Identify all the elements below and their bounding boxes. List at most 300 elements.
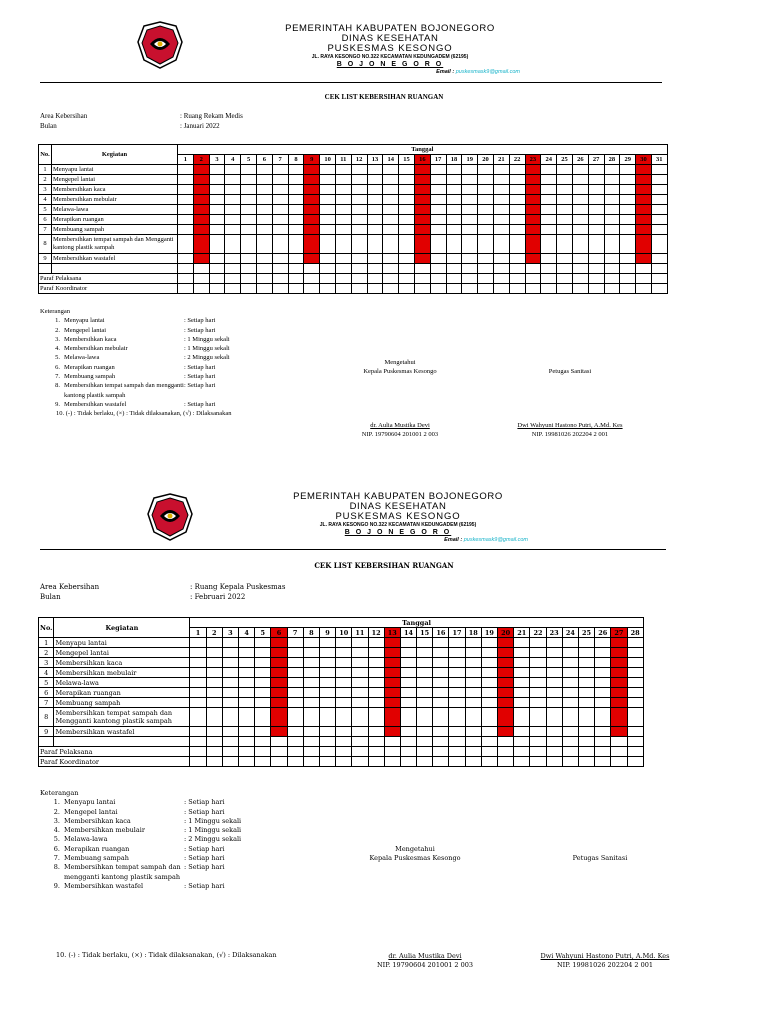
check-cell[interactable] [498,678,514,688]
paraf-cell[interactable] [239,747,255,757]
check-cell[interactable] [303,688,319,698]
check-cell[interactable] [433,668,449,678]
check-cell[interactable] [546,698,562,708]
check-cell[interactable] [190,648,206,658]
check-cell[interactable] [417,727,433,737]
check-cell[interactable] [578,638,594,648]
check-cell[interactable] [514,668,530,678]
check-cell[interactable] [433,698,449,708]
check-cell[interactable] [287,668,303,678]
check-cell[interactable] [222,668,238,678]
paraf-cell[interactable] [449,757,465,767]
paraf-cell[interactable] [368,757,384,767]
check-cell[interactable] [578,658,594,668]
paraf-cell[interactable] [206,747,222,757]
check-cell[interactable] [206,678,222,688]
check-cell[interactable] [595,648,611,658]
check-cell[interactable] [352,688,368,698]
check-cell[interactable] [465,648,481,658]
check-cell[interactable] [206,698,222,708]
paraf-cell[interactable] [449,747,465,757]
paraf-cell[interactable] [190,757,206,767]
check-cell[interactable] [498,708,514,727]
check-cell[interactable] [271,668,287,678]
check-cell[interactable] [498,698,514,708]
check-cell[interactable] [514,688,530,698]
paraf-cell[interactable] [287,747,303,757]
check-cell[interactable] [222,698,238,708]
check-cell[interactable] [222,648,238,658]
check-cell[interactable] [255,727,271,737]
paraf-cell[interactable] [222,747,238,757]
check-cell[interactable] [417,648,433,658]
check-cell[interactable] [222,638,238,648]
check-cell[interactable] [239,668,255,678]
check-cell[interactable] [578,727,594,737]
paraf-cell[interactable] [271,747,287,757]
check-cell[interactable] [319,688,335,698]
check-cell[interactable] [222,678,238,688]
check-cell[interactable] [255,698,271,708]
check-cell[interactable] [384,638,400,648]
check-cell[interactable] [578,648,594,658]
check-cell[interactable] [400,727,416,737]
paraf-cell[interactable] [303,747,319,757]
check-cell[interactable] [206,648,222,658]
check-cell[interactable] [239,678,255,688]
paraf-cell[interactable] [400,757,416,767]
paraf-cell[interactable] [562,747,578,757]
check-cell[interactable] [255,648,271,658]
paraf-cell[interactable] [222,757,238,767]
check-cell[interactable] [303,648,319,658]
check-cell[interactable] [287,698,303,708]
check-cell[interactable] [384,658,400,668]
check-cell[interactable] [417,668,433,678]
check-cell[interactable] [595,658,611,668]
check-cell[interactable] [400,708,416,727]
paraf-cell[interactable] [433,757,449,767]
paraf-cell[interactable] [384,747,400,757]
check-cell[interactable] [498,727,514,737]
check-cell[interactable] [433,727,449,737]
check-cell[interactable] [271,698,287,708]
paraf-cell[interactable] [514,747,530,757]
check-cell[interactable] [449,727,465,737]
check-cell[interactable] [336,668,352,678]
check-cell[interactable] [449,698,465,708]
check-cell[interactable] [190,678,206,688]
check-cell[interactable] [611,727,627,737]
check-cell[interactable] [595,638,611,648]
check-cell[interactable] [400,688,416,698]
check-cell[interactable] [449,708,465,727]
check-cell[interactable] [384,727,400,737]
check-cell[interactable] [498,688,514,698]
check-cell[interactable] [206,688,222,698]
check-cell[interactable] [514,648,530,658]
check-cell[interactable] [255,678,271,688]
check-cell[interactable] [384,668,400,678]
check-cell[interactable] [514,658,530,668]
check-cell[interactable] [627,658,643,668]
check-cell[interactable] [417,708,433,727]
paraf-cell[interactable] [368,747,384,757]
check-cell[interactable] [562,678,578,688]
check-cell[interactable] [352,638,368,648]
check-cell[interactable] [303,727,319,737]
check-cell[interactable] [562,668,578,678]
check-cell[interactable] [530,678,546,688]
check-cell[interactable] [627,648,643,658]
check-cell[interactable] [206,727,222,737]
check-cell[interactable] [481,638,497,648]
check-cell[interactable] [287,688,303,698]
check-cell[interactable] [530,688,546,698]
check-cell[interactable] [417,698,433,708]
check-cell[interactable] [627,668,643,678]
paraf-cell[interactable] [465,757,481,767]
check-cell[interactable] [595,708,611,727]
check-cell[interactable] [595,678,611,688]
check-cell[interactable] [514,638,530,648]
check-cell[interactable] [578,678,594,688]
check-cell[interactable] [255,688,271,698]
check-cell[interactable] [336,708,352,727]
check-cell[interactable] [465,708,481,727]
check-cell[interactable] [481,668,497,678]
check-cell[interactable] [319,638,335,648]
check-cell[interactable] [368,698,384,708]
check-cell[interactable] [562,698,578,708]
check-cell[interactable] [433,688,449,698]
paraf-cell[interactable] [352,757,368,767]
paraf-cell[interactable] [595,757,611,767]
check-cell[interactable] [417,678,433,688]
check-cell[interactable] [239,658,255,668]
check-cell[interactable] [206,638,222,648]
check-cell[interactable] [368,688,384,698]
check-cell[interactable] [498,648,514,658]
check-cell[interactable] [255,638,271,648]
check-cell[interactable] [595,688,611,698]
check-cell[interactable] [562,727,578,737]
paraf-cell[interactable] [498,747,514,757]
check-cell[interactable] [352,678,368,688]
check-cell[interactable] [239,638,255,648]
paraf-cell[interactable] [530,747,546,757]
check-cell[interactable] [498,668,514,678]
check-cell[interactable] [287,648,303,658]
check-cell[interactable] [627,678,643,688]
check-cell[interactable] [271,638,287,648]
check-cell[interactable] [530,708,546,727]
check-cell[interactable] [465,638,481,648]
check-cell[interactable] [498,658,514,668]
paraf-cell[interactable] [417,757,433,767]
paraf-cell[interactable] [336,747,352,757]
check-cell[interactable] [546,658,562,668]
check-cell[interactable] [319,678,335,688]
check-cell[interactable] [578,668,594,678]
check-cell[interactable] [352,648,368,658]
check-cell[interactable] [481,698,497,708]
check-cell[interactable] [271,688,287,698]
paraf-cell[interactable] [271,757,287,767]
paraf-cell[interactable] [465,747,481,757]
check-cell[interactable] [627,638,643,648]
paraf-cell[interactable] [352,747,368,757]
check-cell[interactable] [190,708,206,727]
check-cell[interactable] [222,658,238,668]
check-cell[interactable] [303,668,319,678]
check-cell[interactable] [562,708,578,727]
paraf-cell[interactable] [287,757,303,767]
check-cell[interactable] [417,658,433,668]
check-cell[interactable] [449,648,465,658]
check-cell[interactable] [319,668,335,678]
check-cell[interactable] [239,727,255,737]
check-cell[interactable] [400,668,416,678]
paraf-cell[interactable] [319,747,335,757]
check-cell[interactable] [271,648,287,658]
check-cell[interactable] [303,708,319,727]
check-cell[interactable] [368,638,384,648]
check-cell[interactable] [514,727,530,737]
check-cell[interactable] [546,688,562,698]
check-cell[interactable] [449,668,465,678]
check-cell[interactable] [303,678,319,688]
check-cell[interactable] [481,648,497,658]
check-cell[interactable] [433,648,449,658]
check-cell[interactable] [287,678,303,688]
paraf-cell[interactable] [400,747,416,757]
paraf-cell[interactable] [595,747,611,757]
check-cell[interactable] [481,727,497,737]
check-cell[interactable] [595,698,611,708]
check-cell[interactable] [303,638,319,648]
email-link[interactable]: puskesmask9@gmail.com [463,537,528,543]
check-cell[interactable] [400,658,416,668]
check-cell[interactable] [206,658,222,668]
check-cell[interactable] [546,648,562,658]
paraf-cell[interactable] [190,747,206,757]
check-cell[interactable] [481,678,497,688]
check-cell[interactable] [239,708,255,727]
check-cell[interactable] [546,708,562,727]
check-cell[interactable] [239,688,255,698]
check-cell[interactable] [384,708,400,727]
check-cell[interactable] [611,658,627,668]
check-cell[interactable] [595,668,611,678]
paraf-cell[interactable] [417,747,433,757]
paraf-cell[interactable] [303,757,319,767]
check-cell[interactable] [465,727,481,737]
check-cell[interactable] [546,678,562,688]
check-cell[interactable] [352,668,368,678]
paraf-cell[interactable] [481,757,497,767]
check-cell[interactable] [239,698,255,708]
check-cell[interactable] [530,727,546,737]
check-cell[interactable] [562,688,578,698]
check-cell[interactable] [287,638,303,648]
check-cell[interactable] [562,648,578,658]
check-cell[interactable] [368,727,384,737]
check-cell[interactable] [530,698,546,708]
check-cell[interactable] [319,708,335,727]
paraf-cell[interactable] [384,757,400,767]
check-cell[interactable] [514,708,530,727]
check-cell[interactable] [336,688,352,698]
check-cell[interactable] [384,688,400,698]
check-cell[interactable] [368,658,384,668]
check-cell[interactable] [287,658,303,668]
check-cell[interactable] [255,708,271,727]
check-cell[interactable] [271,658,287,668]
check-cell[interactable] [465,678,481,688]
check-cell[interactable] [368,648,384,658]
check-cell[interactable] [336,727,352,737]
check-cell[interactable] [595,727,611,737]
check-cell[interactable] [514,678,530,688]
check-cell[interactable] [433,678,449,688]
check-cell[interactable] [319,648,335,658]
check-cell[interactable] [287,727,303,737]
paraf-cell[interactable] [546,757,562,767]
check-cell[interactable] [352,727,368,737]
check-cell[interactable] [433,638,449,648]
check-cell[interactable] [514,698,530,708]
check-cell[interactable] [384,698,400,708]
check-cell[interactable] [578,698,594,708]
check-cell[interactable] [319,698,335,708]
check-cell[interactable] [449,678,465,688]
paraf-cell[interactable] [578,757,594,767]
check-cell[interactable] [546,727,562,737]
check-cell[interactable] [222,708,238,727]
check-cell[interactable] [239,648,255,658]
paraf-cell[interactable] [255,757,271,767]
check-cell[interactable] [255,658,271,668]
check-cell[interactable] [352,658,368,668]
paraf-cell[interactable] [239,757,255,767]
check-cell[interactable] [336,658,352,668]
check-cell[interactable] [449,658,465,668]
check-cell[interactable] [222,688,238,698]
check-cell[interactable] [190,658,206,668]
email-link[interactable]: puskesmask9@gmail.com [455,69,520,75]
check-cell[interactable] [336,678,352,688]
paraf-cell[interactable] [530,757,546,767]
paraf-cell[interactable] [336,757,352,767]
check-cell[interactable] [400,648,416,658]
check-cell[interactable] [530,638,546,648]
check-cell[interactable] [627,688,643,698]
paraf-cell[interactable] [481,747,497,757]
check-cell[interactable] [530,668,546,678]
check-cell[interactable] [449,638,465,648]
check-cell[interactable] [611,698,627,708]
paraf-cell[interactable] [611,757,627,767]
check-cell[interactable] [400,638,416,648]
check-cell[interactable] [336,648,352,658]
check-cell[interactable] [271,678,287,688]
check-cell[interactable] [417,688,433,698]
check-cell[interactable] [222,727,238,737]
check-cell[interactable] [562,638,578,648]
check-cell[interactable] [611,648,627,658]
check-cell[interactable] [578,688,594,698]
check-cell[interactable] [190,727,206,737]
check-cell[interactable] [271,727,287,737]
check-cell[interactable] [498,638,514,648]
check-cell[interactable] [303,698,319,708]
check-cell[interactable] [190,688,206,698]
check-cell[interactable] [611,668,627,678]
check-cell[interactable] [352,708,368,727]
check-cell[interactable] [384,678,400,688]
check-cell[interactable] [449,688,465,698]
check-cell[interactable] [465,658,481,668]
check-cell[interactable] [530,648,546,658]
check-cell[interactable] [319,658,335,668]
check-cell[interactable] [336,698,352,708]
check-cell[interactable] [190,638,206,648]
paraf-cell[interactable] [611,747,627,757]
check-cell[interactable] [627,727,643,737]
check-cell[interactable] [368,668,384,678]
paraf-cell[interactable] [498,757,514,767]
check-cell[interactable] [611,678,627,688]
check-cell[interactable] [611,708,627,727]
check-cell[interactable] [546,638,562,648]
check-cell[interactable] [255,668,271,678]
paraf-cell[interactable] [546,747,562,757]
check-cell[interactable] [530,658,546,668]
check-cell[interactable] [465,698,481,708]
check-cell[interactable] [206,708,222,727]
paraf-cell[interactable] [578,747,594,757]
check-cell[interactable] [433,708,449,727]
check-cell[interactable] [190,698,206,708]
check-cell[interactable] [368,708,384,727]
check-cell[interactable] [417,638,433,648]
paraf-cell[interactable] [319,757,335,767]
check-cell[interactable] [303,658,319,668]
check-cell[interactable] [271,708,287,727]
check-cell[interactable] [546,668,562,678]
check-cell[interactable] [206,668,222,678]
paraf-cell[interactable] [255,747,271,757]
check-cell[interactable] [481,658,497,668]
check-cell[interactable] [481,688,497,698]
check-cell[interactable] [627,698,643,708]
check-cell[interactable] [562,658,578,668]
check-cell[interactable] [190,668,206,678]
paraf-cell[interactable] [627,757,643,767]
check-cell[interactable] [336,638,352,648]
check-cell[interactable] [481,708,497,727]
check-cell[interactable] [400,678,416,688]
check-cell[interactable] [611,688,627,698]
check-cell[interactable] [352,698,368,708]
check-cell[interactable] [433,658,449,668]
check-cell[interactable] [287,708,303,727]
check-cell[interactable] [627,708,643,727]
check-cell[interactable] [465,688,481,698]
check-cell[interactable] [368,678,384,688]
check-cell[interactable] [578,708,594,727]
